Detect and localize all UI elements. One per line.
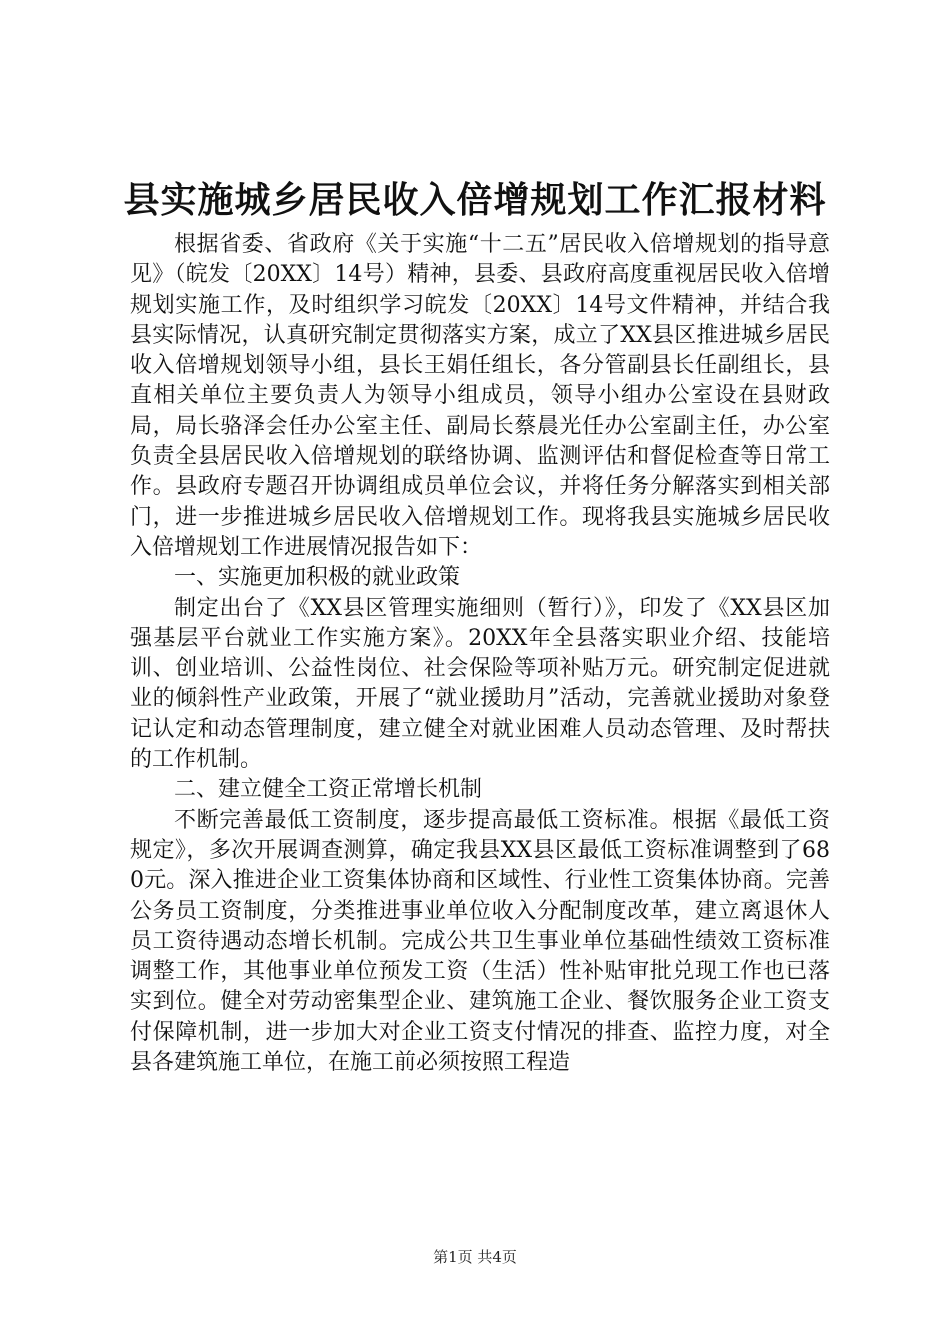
section-body-2: 不断完善最低工资制度，逐步提高最低工资标准。根据《最低工资规定》，多次开展调查测算，确定我县XX县区最低工资标准调整到了680元。深入推进企业工资集体协商和区域性、行业性工资集体协商。完善公务员工资制度，分类推进事业单位收入分配制度改革，建立离退休人员工资待遇动态增长机制。完成公共卫生事业单位基础性绩效工资标准调整工作，其他事业单位预发工资（生活）性补贴审批兑现工作也已落实到位。健全对劳动密集型企业、建筑施工企业、餐饮服务企业工资支付保障机制，进一步加大对企业工资支付情况的排查、监控力度，对全县各建筑施工单位，在施工前必须按照工程造 (130, 807, 830, 1076)
section-heading-1: 一、实施更加积极的就业政策 (174, 565, 461, 591)
document-title: 县实施城乡居民收入倍增规划工作汇报材料 (123, 179, 827, 221)
document-body (130, 230, 830, 1078)
intro-paragraph: 根据省委、省政府《关于实施“十二五”居民收入倍增规划的指导意见》（皖发〔20XX〕14号）精神，县委、县政府高度重视居民收入倍增规划实施工作，及时组织学习皖发〔20XX〕14号文件精神，并结合我县实际情况，认真研究制定贯彻落实方案，成立了XX县区推进城乡居民收入倍增规划领导小组，县长王娟任组长，各分管副县长任副组长，县直相关单位主要负责人为领导小组成员，领导小组办公室设在县财政局，局长骆泽会任办公室主任、副局长蔡晨光任办公室副主任，办公室负责全县居民收入倍增规划的联络协调、监测评估和督促检查等日常工作。县政府专题召开协调组成员单位会议，并将任务分解落实到相关部门，进一步推进城乡居民收入倍增规划工作。现将我县实施城乡居民收入倍增规划工作进展情况报告如下： (130, 232, 830, 560)
section-body-1: 制定出台了《XX县区管理实施细则（暂行）》，印发了《XX县区加强基层平台就业工作实施方案》。20XX年全县落实职业介绍、技能培训、创业培训、公益性岗位、社会保险等项补贴万元。研究制定促进就业的倾斜性产业政策，开展了“就业援助月”活动，完善就业援助对象登记认定和动态管理制度，建立健全对就业困难人员动态管理、及时帮扶的工作机制。 (130, 595, 830, 773)
section-heading-2: 二、建立健全工资正常增长机制 (174, 777, 483, 803)
page-footer: 第1页 共4页 (433, 1248, 517, 1266)
